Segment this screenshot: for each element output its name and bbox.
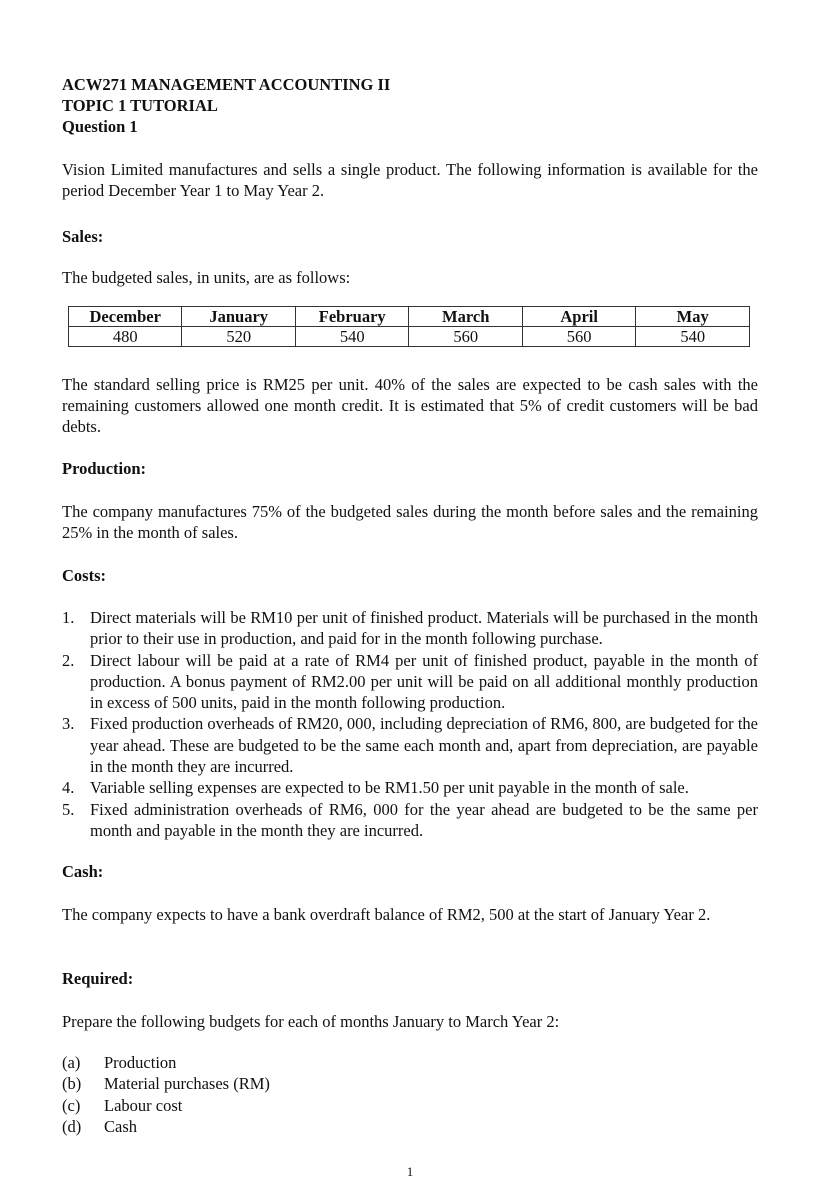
list-label: (c) xyxy=(62,1095,81,1115)
month-header: March xyxy=(409,307,522,327)
production-heading: Production: xyxy=(62,459,147,478)
list-item xyxy=(62,1073,270,1094)
month-header: May xyxy=(636,307,750,327)
list-item xyxy=(62,650,758,714)
month-header: December xyxy=(69,307,182,327)
required-heading: Required: xyxy=(62,969,134,988)
units-cell: 540 xyxy=(295,327,408,347)
page-number: 1 xyxy=(406,1164,414,1179)
list-label: (b) xyxy=(62,1074,82,1094)
list-label: (d) xyxy=(62,1116,82,1136)
units-cell: 520 xyxy=(182,327,295,347)
month-header: April xyxy=(522,307,635,327)
document-header xyxy=(62,74,758,137)
list-item xyxy=(62,607,758,650)
list-number: 2. xyxy=(62,650,75,670)
list-item xyxy=(62,713,758,777)
list-item xyxy=(62,1116,270,1137)
sales-table-header-row xyxy=(69,307,750,327)
list-number: 3. xyxy=(62,714,75,734)
list-text: Direct labour will be paid at a rate of RM4 per unit of finished product, payable in the month of production. A bonus payment of RM2.00 per unit will be paid on all additional monthly production in excess of 500 units, paid in the month following production. xyxy=(90,650,758,713)
list-item xyxy=(62,1052,270,1073)
month-header: January xyxy=(182,307,295,327)
sales-lead: The budgeted sales, in units, are as follows: xyxy=(62,268,351,287)
sales-paragraph: The standard selling price is RM25 per unit. 40% of the sales are expected to be cash sales with the remaining customers allowed one month credit. It is estimated that 5% of credit customers will be bad debts. xyxy=(62,375,758,436)
list-text: Fixed administration overheads of RM6, 000 for the year ahead are budgeted to be the same per month and payable in the month they are incurred. xyxy=(90,799,758,840)
list-number: 4. xyxy=(62,778,75,798)
list-text: Cash xyxy=(104,1116,137,1136)
units-cell: 540 xyxy=(636,327,750,347)
sales-heading: Sales: xyxy=(62,227,104,246)
intro-paragraph: Vision Limited manufactures and sells a single product. The following information is available for the period December Year 1 to May Year 2. xyxy=(62,160,758,200)
list-text: Variable selling expenses are expected to be RM1.50 per unit payable in the month of sale. xyxy=(90,778,689,798)
list-label: (a) xyxy=(62,1053,81,1072)
production-paragraph: The company manufactures 75% of the budgeted sales during the month before sales and the remaining 25% in the month of sales. xyxy=(62,502,758,542)
list-item xyxy=(62,777,758,798)
list-text: Material purchases (RM) xyxy=(104,1074,270,1094)
topic-title: TOPIC 1 TUTORIAL xyxy=(62,96,218,115)
costs-heading: Costs: xyxy=(62,566,106,585)
costs-list xyxy=(62,607,758,841)
list-number: 5. xyxy=(62,799,75,819)
units-cell: 480 xyxy=(69,327,182,347)
question-title: Question 1 xyxy=(62,117,138,136)
cash-paragraph: The company expects to have a bank overdraft balance of RM2, 500 at the start of January Year 2. xyxy=(62,905,711,924)
list-text: Production xyxy=(104,1053,177,1072)
list-text: Labour cost xyxy=(104,1095,183,1115)
list-item xyxy=(62,1095,270,1116)
units-cell: 560 xyxy=(409,327,522,347)
units-cell: 560 xyxy=(522,327,635,347)
month-header: February xyxy=(295,307,408,327)
sales-table xyxy=(68,306,750,347)
list-text: Fixed production overheads of RM20, 000, including depreciation of RM6, 800, are budgeted for the year ahead. These are budgeted to be the same each month and, apart from depreciation, are payable in the month they are incurred. xyxy=(90,714,758,777)
sales-table-units-row xyxy=(69,327,750,347)
list-item xyxy=(62,799,758,842)
course-title: ACW271 MANAGEMENT ACCOUNTING II xyxy=(62,75,391,94)
list-text: Direct materials will be RM10 per unit of finished product. Materials will be purchased in the month prior to their use in production, and paid for in the month following purchase. xyxy=(90,608,758,649)
required-lead: Prepare the following budgets for each of months January to March Year 2: xyxy=(62,1012,560,1031)
cash-heading: Cash: xyxy=(62,862,104,881)
list-number: 1. xyxy=(62,608,75,627)
required-list xyxy=(62,1052,270,1137)
